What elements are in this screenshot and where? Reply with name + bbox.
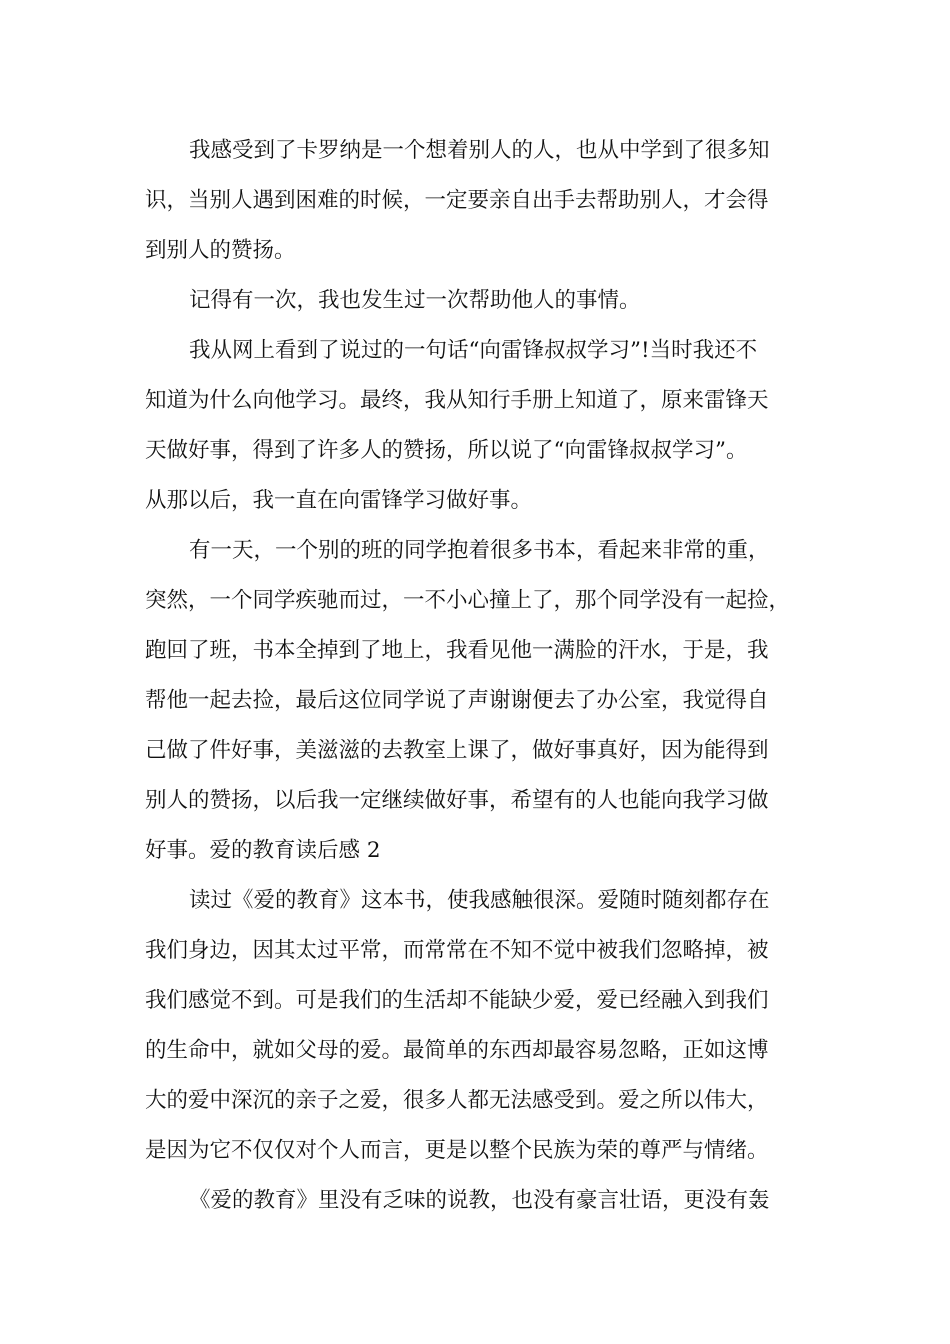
- text-line: 我从网上看到了说过的一句话“向雷锋叔叔学习”!当时我还不: [189, 338, 758, 363]
- text-line: 我们感觉不到。可是我们的生活却不能缺少爱，爱已经融入到我们: [145, 988, 769, 1013]
- document-body: [145, 126, 810, 1226]
- text-line: 是因为它不仅仅对个人而言，更是以整个民族为荣的尊严与情绪。: [145, 1138, 769, 1163]
- text-line: 有一天，一个别的班的同学抱着很多书本，看起来非常的重，: [189, 538, 770, 563]
- text-line: 的生命中，就如父母的爱。最简单的东西却最容易忽略，正如这博: [145, 1038, 769, 1063]
- text-line: 记得有一次，我也发生过一次帮助他人的事情。: [189, 288, 641, 313]
- text-line: 识，当别人遇到困难的时候，一定要亲自出手去帮助别人，才会得: [145, 188, 769, 213]
- text-line: 好事。爱的教育读后感 2: [145, 838, 381, 863]
- paragraph-3: [145, 326, 810, 526]
- text-line: 别人的赞扬，以后我一定继续做好事，希望有的人也能向我学习做: [145, 788, 769, 813]
- paragraph-6: [145, 1176, 810, 1226]
- paragraph-4: [145, 526, 810, 876]
- text-line: 我感受到了卡罗纳是一个想着别人的人，也从中学到了很多知: [189, 138, 770, 163]
- text-line: 天做好事，得到了许多人的赞扬，所以说了“向雷锋叔叔学习”。: [145, 438, 748, 463]
- text-line: 我们身边，因其太过平常，而常常在不知不觉中被我们忽略掉，被: [145, 938, 769, 963]
- text-line: 大的爱中深沉的亲子之爱，很多人都无法感受到。爱之所以伟大，: [145, 1088, 769, 1113]
- text-line: 知道为什么向他学习。最终，我从知行手册上知道了，原来雷锋天: [145, 388, 769, 413]
- paragraph-5: [145, 876, 810, 1176]
- text-line: 突然，一个同学疾驰而过，一不小心撞上了，那个同学没有一起捡，: [145, 588, 791, 613]
- text-line: 跑回了班，书本全掉到了地上，我看见他一满脸的汗水，于是，我: [145, 638, 769, 663]
- paragraph-1: [145, 126, 810, 276]
- paragraph-2: [145, 276, 810, 326]
- text-line: 到别人的赞扬。: [145, 238, 296, 263]
- text-line: 从那以后，我一直在向雷锋学习做好事。: [145, 488, 533, 513]
- text-line: 帮他一起去捡，最后这位同学说了声谢谢便去了办公室，我觉得自: [145, 688, 769, 713]
- text-line: 己做了件好事，美滋滋的去教室上课了，做好事真好，因为能得到: [145, 738, 769, 763]
- text-line: 《爱的教育》里没有乏味的说教，也没有豪言壮语，更没有轰: [189, 1188, 770, 1213]
- text-line: 读过《爱的教育》这本书，使我感触很深。爱随时随刻都存在: [189, 888, 770, 913]
